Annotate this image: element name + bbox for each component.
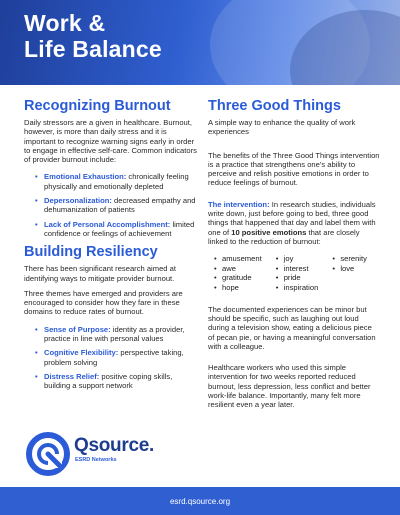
- indicator-text: chronically feeling physically and emotionally depleted: [44, 172, 189, 191]
- emotions-column-2: [276, 254, 319, 292]
- list-item: [44, 172, 200, 191]
- resiliency-para-2: Three themes have emerged and providers are encouraged to consider how they fare in these domains to reduce rates of burnout.: [24, 288, 183, 317]
- list-item: [44, 196, 200, 215]
- emotion-item: • love: [332, 264, 367, 274]
- emotion-item: • inspiration: [276, 283, 319, 293]
- emotion-item: • gratitude: [214, 273, 262, 283]
- list-item: [44, 325, 200, 344]
- burnout-heading: Recognizing Burnout: [24, 98, 171, 114]
- resiliency-para-1: There has been significant research aimed at identifying ways to mitigate provider burnout.: [24, 264, 176, 283]
- right-column: [208, 98, 380, 410]
- documented-paragraph: The documented experiences can be minor but should be specific, such as laughing out loud during a television show, eating a delicious piece of pecan pie, or having a meaningful conversation with a colleague.: [208, 304, 376, 351]
- indicator-term: Emotional Exhaustion:: [44, 172, 127, 182]
- theme-text: perspective taking, problem solving: [44, 348, 184, 367]
- emotion-item: • serenity: [332, 254, 367, 264]
- burnout-intro: Daily stressors are a given in healthcare. Burnout, however, is more than daily stress and it is important to recognize warning signs early in order to engage in effective self-care. Common indicators of provider burnout include:: [24, 118, 197, 165]
- indicator-term: Depersonalization:: [44, 196, 112, 206]
- theme-term: Sense of Purpose:: [44, 324, 111, 334]
- emotion-item: • pride: [276, 273, 319, 283]
- theme-term: Cognitive Flexibility:: [44, 348, 119, 358]
- intervention-emphasis: 10 positive emotions: [231, 227, 307, 237]
- theme-term: Distress Relief:: [44, 371, 100, 381]
- emotions-column-1: [214, 254, 262, 292]
- intervention-text: In research studies, individuals write down, just before going to bed, three good things that happened that day and label them with one of: [208, 199, 376, 237]
- brand-name: Qsource.: [74, 435, 154, 456]
- emotions-list: [214, 254, 380, 292]
- benefits-paragraph: The benefits of the Three Good Things intervention is a practice that strengthens one's ability to perceive and relish positive emotions in order to reduce feelings of burnout.: [208, 150, 380, 188]
- footer-url[interactable]: esrd.qsource.org: [169, 496, 231, 506]
- brand-subtitle: ESRD Networks: [75, 457, 117, 463]
- qsource-logo-icon: [26, 432, 70, 476]
- resiliency-heading: Building Resiliency: [24, 244, 158, 261]
- three-good-things-heading: Three Good Things: [208, 98, 341, 114]
- theme-text: positive coping skills, building a support network: [44, 371, 173, 391]
- emotion-item: • joy: [276, 254, 319, 264]
- footer-bar: [0, 487, 400, 515]
- emotions-column-3: [332, 254, 367, 292]
- indicator-term: Lack of Personal Accomplishment:: [44, 219, 171, 229]
- intervention-text: that are closely linked to the reduction of burnout:: [208, 227, 360, 246]
- list-item: [44, 220, 200, 239]
- intervention-paragraph: [208, 200, 380, 246]
- emotion-item: • awe: [214, 264, 262, 274]
- qsource-logo: [26, 432, 186, 480]
- list-item: [44, 372, 200, 391]
- intervention-lead: The intervention:: [208, 199, 270, 209]
- indicator-text: limited confidence or feelings of achievement: [44, 219, 195, 238]
- theme-text: identity as a provider, practice in line with personal values: [44, 324, 185, 344]
- emotion-item: • hope: [214, 283, 262, 293]
- page-title: [24, 10, 162, 62]
- results-paragraph: Healthcare workers who used this simple intervention for two weeks reported reduced burnout, less depression, less conflict and better work-life balance. Importantly, many felt more resilient even a year later.: [208, 363, 371, 410]
- title-line-2: Life Balance: [24, 36, 162, 62]
- resiliency-themes-list: [44, 325, 200, 391]
- list-item: [44, 348, 200, 367]
- burnout-indicators-list: [44, 172, 200, 238]
- emotion-item: • amusement: [214, 254, 262, 264]
- header-banner: [0, 0, 400, 85]
- indicator-text: decreased empathy and dehumanization of patients: [44, 196, 196, 215]
- left-column: [24, 98, 200, 396]
- emotion-item: • interest: [276, 264, 319, 274]
- three-good-things-subtitle: A simple way to enhance the quality of work experiences: [208, 118, 356, 137]
- title-line-1: Work &: [24, 10, 106, 36]
